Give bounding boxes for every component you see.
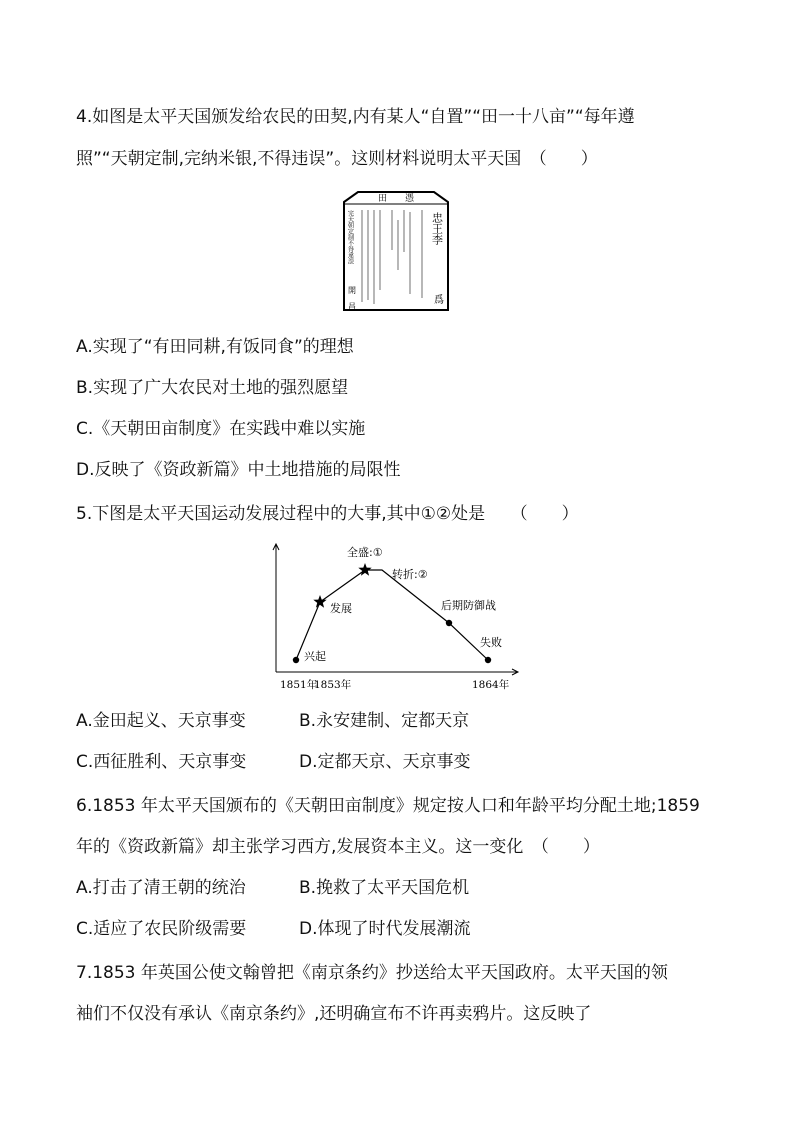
q4-stem-line2: 照”“天朝定制,完纳米银,不得违误”。这则材料说明太平天国 （ ） [76,149,598,169]
q4-stem-line1: 4.如图是太平天国颁发给农民的田契,内有某人“自置”“田一十八亩”“每年遵 [76,107,635,127]
chart-point-dot [293,657,299,663]
q4-option-d: D.反映了《资政新篇》中土地措施的局限性 [76,460,401,480]
q7-stem-line2: 袖们不仅没有承认《南京条约》,还明确宣布不许再卖鸦片。这反映了 [76,1004,592,1024]
q5-stem: 5.下图是太平天国运动发展过程中的大事,其中①②处是 （ ） [76,504,579,524]
chart-x-tick-label: 1851年 [280,679,318,691]
chart-point-dot [446,620,452,626]
chart-point-label: 后期防御战 [441,599,496,612]
q5-option-d: D.定都天京、天京事变 [299,752,471,772]
q5-option-c: C.西征胜利、天京事变 [76,752,247,772]
chart-series-line [296,570,488,660]
taiping-timeline-chart [262,540,526,692]
q4-option-b: B.实现了广大农民对土地的强烈愿望 [76,378,349,398]
chart-point-label: 转折:② [392,568,428,581]
chart-x-tick-label: 1853年 [314,679,352,691]
q5-option-b: B.永安建制、定都天京 [299,711,470,731]
deed-header: 田 憑 [377,194,415,204]
deed-left-column-last: 開 昌 [347,286,357,310]
chart-x-tick-label: 1864年 [472,679,510,691]
deed-right-column-last: 爲 [431,294,443,304]
chart-point-label: 发展 [330,602,352,615]
q7-stem-line1: 7.1853 年英国公使文翰曾把《南京条约》抄送给太平天国政府。太平天国的领 [76,963,668,983]
deed-right-column: 忠王李 [430,212,444,245]
q4-option-a: A.实现了“有田同耕,有饭同食”的理想 [76,337,354,357]
land-deed-image [340,190,452,312]
q6-option-d: D.体现了时代发展潮流 [299,919,471,939]
chart-point-dot [485,657,491,663]
q5-option-a: A.金田起义、天京事变 [76,711,246,731]
chart-point-label: 失败 [480,636,502,649]
q4-option-c: C.《天朝田亩制度》在实践中难以实施 [76,419,366,439]
chart-point-label: 全盛:① [347,546,383,559]
chart-point-label: 兴起 [304,650,326,663]
deed-left-column: 完天朝定制不得違誤 [346,210,354,264]
q6-stem-line1: 6.1853 年太平天国颁布的《天朝田亩制度》规定按人口和年龄平均分配土地;1859 [76,796,700,816]
q6-stem-line2: 年的《资政新篇》却主张学习西方,发展资本主义。这一变化 （ ） [76,837,600,857]
q6-option-c: C.适应了农民阶级需要 [76,919,247,939]
q6-option-b: B.挽救了太平天国危机 [299,878,470,898]
chart-point-star [313,595,326,608]
q6-option-a: A.打击了清王朝的统治 [76,878,246,898]
